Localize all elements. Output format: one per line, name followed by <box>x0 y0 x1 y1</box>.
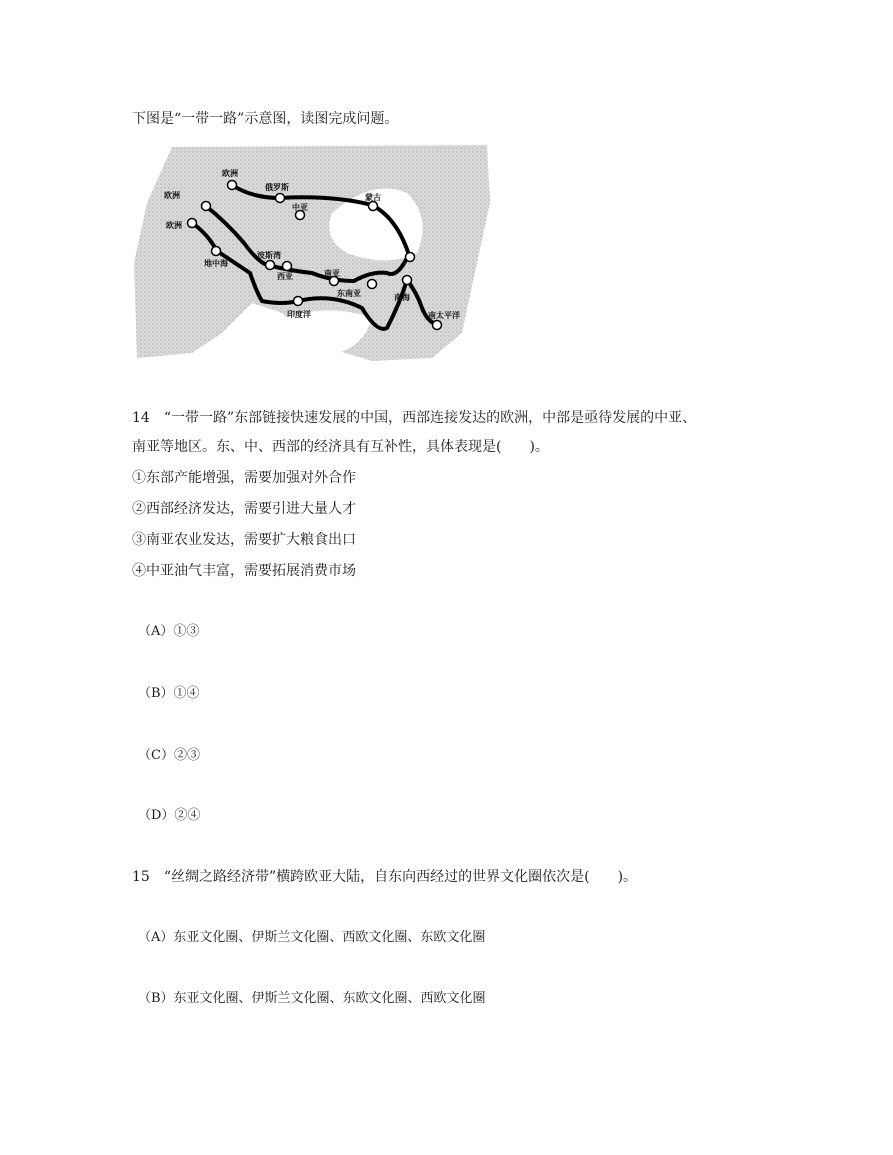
node-europe-2 <box>202 202 211 211</box>
belt-and-road-map <box>132 143 492 365</box>
label-mediterranean: 地中海 <box>204 259 228 268</box>
node-indian-ocean <box>294 297 303 306</box>
label-south-china-sea: 南海 <box>394 293 410 302</box>
q15-option-a[interactable]: （A）东亚文化圈、伊斯兰文化圈、西欧文化圈、东欧文化圈 <box>138 930 486 945</box>
node-russia <box>276 194 285 203</box>
q14-item-4: ④中亚油气丰富，需要拓展消费市场 <box>132 563 356 579</box>
q14-item-3: ③南亚农业发达，需要扩大粮食出口 <box>132 532 356 548</box>
label-southeast-asia: 东南亚 <box>337 289 361 298</box>
q14-option-a[interactable]: （A）①③ <box>138 624 200 639</box>
q15-option-b[interactable]: （B）东亚文化圈、伊斯兰文化圈、东欧文化圈、西欧文化圈 <box>138 991 486 1006</box>
label-europe-1: 欧洲 <box>222 169 238 178</box>
q14-item-1: ①东部产能增强，需要加强对外合作 <box>132 470 356 486</box>
node-south-china-sea <box>403 276 412 285</box>
q14-stem-line2: 南亚等地区。东、中、西部的经济具有互补性，具体表现是( )。 <box>132 439 549 455</box>
node-mongolia <box>369 202 378 211</box>
label-mongolia: 蒙古 <box>365 193 381 202</box>
q15-stem: 15 “丝绸之路经济带”横跨欧亚大陆，自东向西经过的世界文化圈依次是( )。 <box>132 869 638 885</box>
label-indian-ocean: 印度洋 <box>287 310 311 319</box>
label-central-asia: 中亚 <box>292 203 308 212</box>
label-west-asia: 西亚 <box>277 272 293 281</box>
node-persian-gulf <box>266 261 275 270</box>
q14-stem-line1: 14 “一带一路”东部链接快速发展的中国，西部连接发达的欧洲，中部是亟待发展的中亚、 <box>132 410 697 426</box>
node-mediterranean <box>212 247 221 256</box>
label-persian-gulf: 波斯湾 <box>257 251 281 260</box>
label-south-pacific: 南太平洋 <box>428 311 460 320</box>
label-south-asia: 南亚 <box>324 269 340 278</box>
node-south-pacific <box>433 321 442 330</box>
q14-option-b[interactable]: （B）①④ <box>138 686 200 701</box>
node-china <box>406 253 415 262</box>
node-southeast-asia <box>368 280 377 289</box>
intro-text: 下图是“一带一路”示意图，读图完成问题。 <box>132 111 399 127</box>
node-west-asia <box>283 262 292 271</box>
node-europe-3 <box>188 219 197 228</box>
q14-option-c[interactable]: （C）②③ <box>138 748 200 763</box>
label-europe-3: 欧洲 <box>166 221 182 230</box>
label-europe-2: 欧洲 <box>164 191 180 200</box>
label-russia: 俄罗斯 <box>265 183 289 192</box>
node-europe-1 <box>228 181 237 190</box>
q14-option-d[interactable]: （D）②④ <box>138 808 201 823</box>
q14-item-2: ②西部经济发达，需要引进大量人才 <box>132 501 356 517</box>
